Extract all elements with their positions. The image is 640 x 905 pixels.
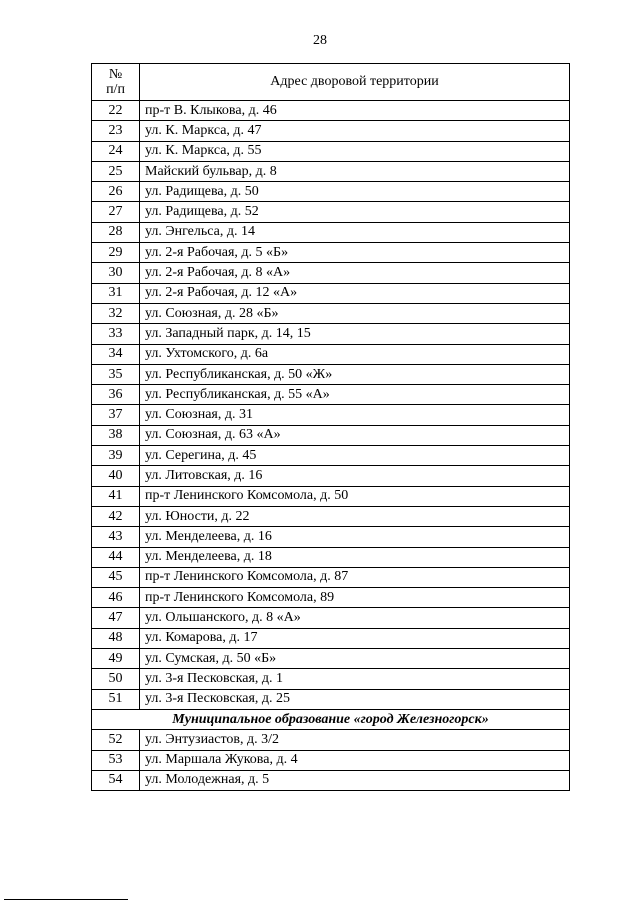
row-number: 31 bbox=[92, 283, 140, 303]
row-number: 47 bbox=[92, 608, 140, 628]
row-address: ул. Литовская, д. 16 bbox=[140, 466, 570, 486]
table-row bbox=[92, 547, 570, 567]
section-row-group bbox=[92, 709, 570, 729]
table-row bbox=[92, 446, 570, 466]
table-row bbox=[92, 649, 570, 669]
table-row bbox=[92, 425, 570, 445]
row-number: 48 bbox=[92, 628, 140, 648]
table-row bbox=[92, 283, 570, 303]
section-row bbox=[92, 709, 570, 729]
table-row bbox=[92, 121, 570, 141]
table-row bbox=[92, 730, 570, 750]
row-number: 44 bbox=[92, 547, 140, 567]
page-number: 28 bbox=[313, 33, 327, 48]
row-number: 46 bbox=[92, 588, 140, 608]
row-number: 26 bbox=[92, 182, 140, 202]
row-number: 30 bbox=[92, 263, 140, 283]
row-address: пр-т Ленинского Комсомола, д. 50 bbox=[140, 486, 570, 506]
row-number: 45 bbox=[92, 567, 140, 587]
row-address: ул. Менделеева, д. 18 bbox=[140, 547, 570, 567]
row-address: ул. Менделеева, д. 16 bbox=[140, 527, 570, 547]
row-address: пр-т В. Клыкова, д. 46 bbox=[140, 101, 570, 121]
row-address: ул. Республиканская, д. 55 «А» bbox=[140, 385, 570, 405]
header-address: Адрес дворовой территории bbox=[140, 64, 570, 101]
table-row bbox=[92, 222, 570, 242]
row-address: ул. Союзная, д. 28 «Б» bbox=[140, 303, 570, 323]
row-number: 49 bbox=[92, 649, 140, 669]
row-number: 42 bbox=[92, 506, 140, 526]
row-address: ул. Серегина, д. 45 bbox=[140, 446, 570, 466]
row-address: ул. 3-я Песковская, д. 25 bbox=[140, 689, 570, 709]
row-number: 27 bbox=[92, 202, 140, 222]
row-number: 41 bbox=[92, 486, 140, 506]
row-number: 22 bbox=[92, 101, 140, 121]
row-number: 25 bbox=[92, 161, 140, 181]
row-address: ул. Комарова, д. 17 bbox=[140, 628, 570, 648]
row-address: ул. 2-я Рабочая, д. 5 «Б» bbox=[140, 243, 570, 263]
row-number: 28 bbox=[92, 222, 140, 242]
row-address: ул. Западный парк, д. 14, 15 bbox=[140, 324, 570, 344]
row-address: ул. Союзная, д. 63 «А» bbox=[140, 425, 570, 445]
row-number: 38 bbox=[92, 425, 140, 445]
table-row bbox=[92, 486, 570, 506]
table-row bbox=[92, 324, 570, 344]
row-address: ул. Союзная, д. 31 bbox=[140, 405, 570, 425]
address-table bbox=[91, 63, 570, 791]
row-address: ул. Энгельса, д. 14 bbox=[140, 222, 570, 242]
row-address: Майский бульвар, д. 8 bbox=[140, 161, 570, 181]
row-address: ул. Молодежная, д. 5 bbox=[140, 770, 570, 790]
table-header-row bbox=[92, 64, 570, 101]
row-number: 37 bbox=[92, 405, 140, 425]
row-address: ул. Радищева, д. 50 bbox=[140, 182, 570, 202]
table-row bbox=[92, 689, 570, 709]
footer-rule bbox=[4, 899, 128, 900]
row-address: ул. К. Маркса, д. 55 bbox=[140, 141, 570, 161]
table-row bbox=[92, 243, 570, 263]
row-address: ул. Юности, д. 22 bbox=[140, 506, 570, 526]
row-address: ул. Сумская, д. 50 «Б» bbox=[140, 649, 570, 669]
header-number-abbrev: п/п bbox=[106, 82, 125, 97]
row-address: ул. 2-я Рабочая, д. 12 «А» bbox=[140, 283, 570, 303]
table-row bbox=[92, 588, 570, 608]
row-address: пр-т Ленинского Комсомола, 89 bbox=[140, 588, 570, 608]
table-row bbox=[92, 567, 570, 587]
table-row bbox=[92, 628, 570, 648]
table-row bbox=[92, 344, 570, 364]
row-number: 29 bbox=[92, 243, 140, 263]
row-number: 50 bbox=[92, 669, 140, 689]
row-number: 23 bbox=[92, 121, 140, 141]
row-address: ул. Энтузиастов, д. 3/2 bbox=[140, 730, 570, 750]
row-number: 34 bbox=[92, 344, 140, 364]
row-address: ул. Республиканская, д. 50 «Ж» bbox=[140, 364, 570, 384]
table-row bbox=[92, 669, 570, 689]
row-number: 39 bbox=[92, 446, 140, 466]
row-number: 40 bbox=[92, 466, 140, 486]
header-number-symbol: № bbox=[108, 67, 123, 82]
table-body-part1 bbox=[92, 101, 570, 710]
table-row bbox=[92, 405, 570, 425]
row-number: 32 bbox=[92, 303, 140, 323]
row-number: 54 bbox=[92, 770, 140, 790]
table-row bbox=[92, 303, 570, 323]
table-row bbox=[92, 263, 570, 283]
row-number: 33 bbox=[92, 324, 140, 344]
row-number: 35 bbox=[92, 364, 140, 384]
row-address: ул. 2-я Рабочая, д. 8 «А» bbox=[140, 263, 570, 283]
table-row bbox=[92, 506, 570, 526]
table-row bbox=[92, 161, 570, 181]
row-address: ул. Маршала Жукова, д. 4 bbox=[140, 750, 570, 770]
table-row bbox=[92, 202, 570, 222]
row-number: 51 bbox=[92, 689, 140, 709]
table-row bbox=[92, 364, 570, 384]
row-address: ул. Ухтомского, д. 6а bbox=[140, 344, 570, 364]
row-number: 24 bbox=[92, 141, 140, 161]
table-row bbox=[92, 385, 570, 405]
table-row bbox=[92, 750, 570, 770]
table-row bbox=[92, 608, 570, 628]
row-address: ул. 3-я Песковская, д. 1 bbox=[140, 669, 570, 689]
row-address: ул. Радищева, д. 52 bbox=[140, 202, 570, 222]
table-row bbox=[92, 527, 570, 547]
table-row bbox=[92, 182, 570, 202]
header-number bbox=[92, 64, 140, 101]
table-row bbox=[92, 141, 570, 161]
table-row bbox=[92, 466, 570, 486]
row-number: 36 bbox=[92, 385, 140, 405]
row-number: 52 bbox=[92, 730, 140, 750]
section-title: Муниципальное образование «город Железногорск» bbox=[92, 709, 570, 729]
row-number: 43 bbox=[92, 527, 140, 547]
table-row bbox=[92, 101, 570, 121]
row-address: ул. К. Маркса, д. 47 bbox=[140, 121, 570, 141]
row-address: ул. Ольшанского, д. 8 «А» bbox=[140, 608, 570, 628]
table-body-part2 bbox=[92, 730, 570, 791]
row-address: пр-т Ленинского Комсомола, д. 87 bbox=[140, 567, 570, 587]
table-row bbox=[92, 770, 570, 790]
row-number: 53 bbox=[92, 750, 140, 770]
